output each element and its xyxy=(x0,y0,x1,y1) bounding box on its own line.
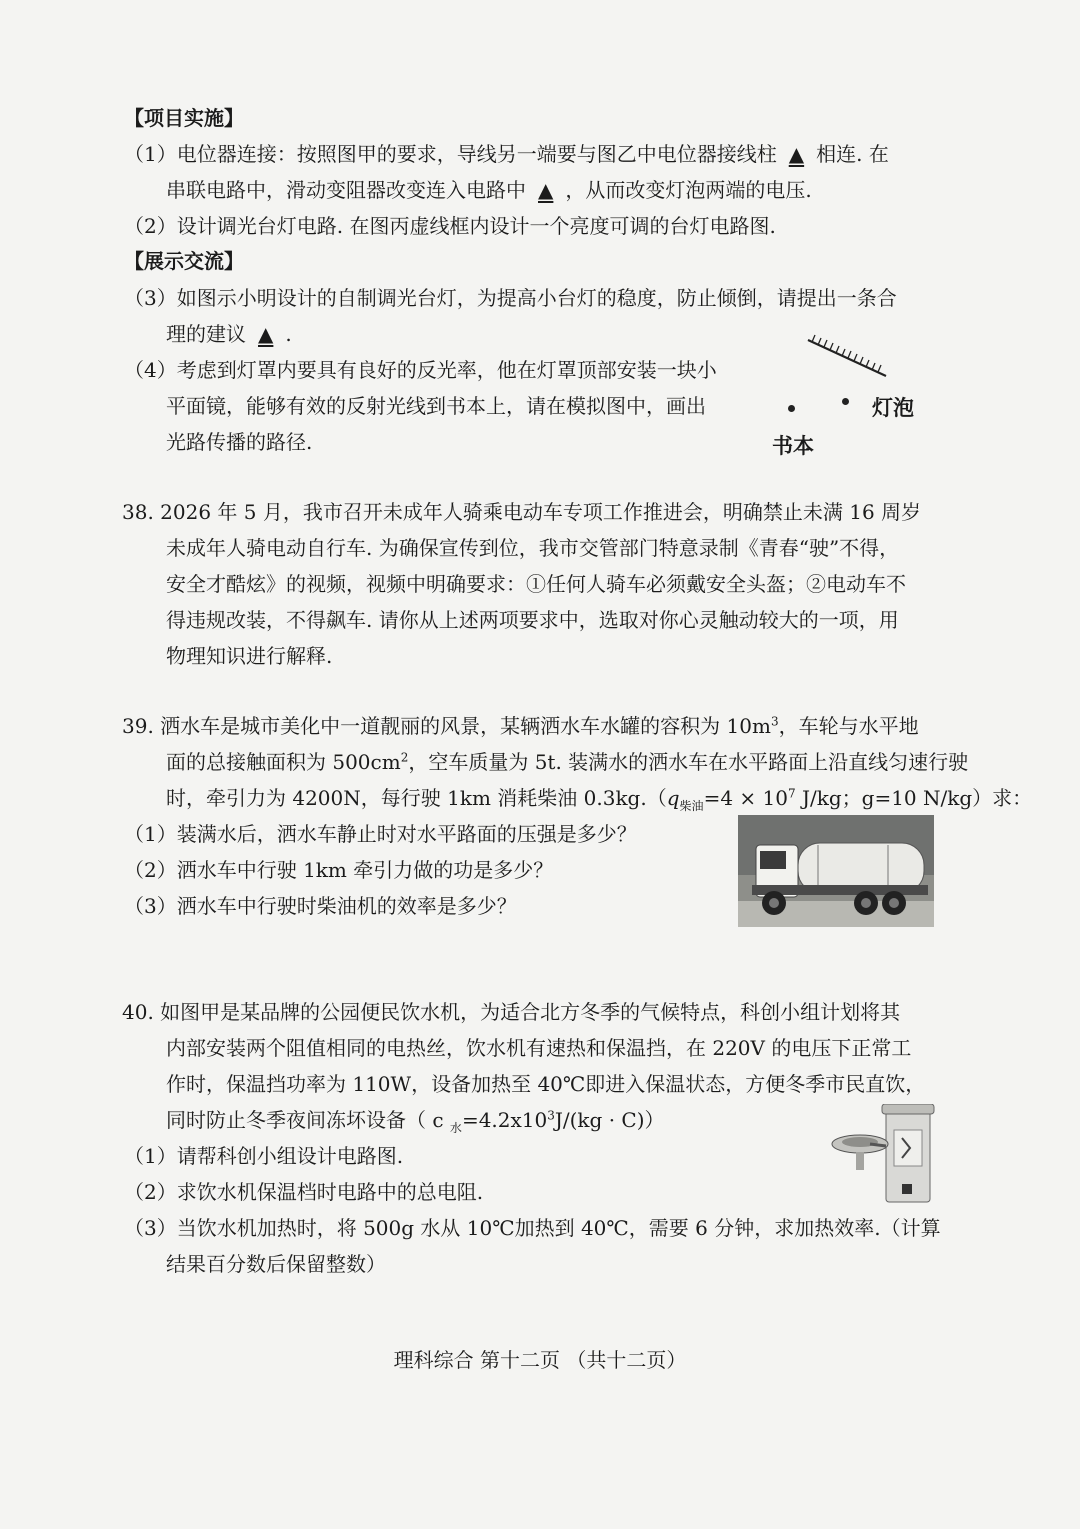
q38-line3: 安全才酷炫》的视频，视频中明确要求：①任何人骑车必须戴安全头盔；②电动车不 xyxy=(166,572,906,596)
q39-text-g: J/kg；g=10 N/kg）求： xyxy=(795,786,1033,810)
q39-line3 xyxy=(166,784,1032,812)
subscript: 柴油 xyxy=(679,799,704,813)
q-part1-text-a: （1）电位器连接：按照图甲的要求，导线另一端要与图乙中电位器接线柱 xyxy=(124,142,777,166)
q-part1-line1 xyxy=(124,140,889,168)
bulb-label: 灯泡 xyxy=(872,395,914,420)
superscript: 7 xyxy=(787,786,796,801)
plane-mirror-figure xyxy=(800,330,900,390)
subscript: 水 xyxy=(449,1121,462,1135)
q39-line1 xyxy=(122,712,919,740)
q39-text-e: 时，牵引力为 4200N，每行驶 1km 消耗柴油 0.3kg.（ xyxy=(166,786,667,810)
q40-line1: 40. 如图甲是某品牌的公园便民饮水机，为适合北方冬季的气候特点，科创小组计划将其 xyxy=(122,1000,901,1024)
q-part3-text: 理的建议 xyxy=(166,322,246,346)
q-part3-end: . xyxy=(285,322,292,346)
q38-line4: 得违规改装，不得飙车. 请你从上述两项要求中，选取对你心灵触动较大的一项，用 xyxy=(166,608,899,632)
answer-blank: ▲ xyxy=(788,142,805,166)
q38-line1: 38. 2026 年 5 月，我市召开未成年人骑乘电动车专项工作推进会，明确禁止未满 16 周岁 xyxy=(122,500,922,524)
q-part4-line2: 平面镜，能够有效的反射光线到书本上，请在模拟图中，画出 xyxy=(166,394,706,418)
q-part4-line3: 光路传播的路径. xyxy=(166,430,313,454)
bulb-point xyxy=(842,398,849,405)
q39-text-b: ，车轮与水平地 xyxy=(778,714,919,738)
q40-sub3-line1: （3）当饮水机加热时，将 500g 水从 10℃加热到 40℃，需要 6 分钟，求加热效率.（计算 xyxy=(124,1216,941,1240)
q40-text-a: 同时防止冬季夜间冻坏设备（ c xyxy=(166,1108,450,1132)
book-point xyxy=(788,405,795,412)
q40-text-b: =4.2x10 xyxy=(461,1108,548,1132)
section-title-display: 【展示交流】 xyxy=(124,249,244,273)
q38-line2: 未成年人骑电动自行车. 为确保宣传到位，我市交管部门特意录制《青春“驶”不得， xyxy=(166,536,900,560)
mirror-hatching xyxy=(812,335,881,372)
q-part1-text-c: 串联电路中，滑动变阻器改变连入电路中 xyxy=(166,178,526,202)
q39-line2 xyxy=(166,748,968,776)
page-footer: 理科综合 第十二页 （共十二页） xyxy=(393,1348,687,1372)
q40-sub1: （1）请帮科创小组设计电路图. xyxy=(124,1144,404,1168)
q39-text-f: =4 × 10 xyxy=(703,786,788,810)
q-part1-text-b: 相连. 在 xyxy=(816,142,889,166)
superscript: 3 xyxy=(770,714,779,729)
q-part3-line2 xyxy=(166,320,292,348)
sprinkler-truck-photo xyxy=(738,815,934,927)
section-title-implement: 【项目实施】 xyxy=(124,106,244,130)
q39-sub1: （1）装满水后，洒水车静止时对水平路面的压强是多少？ xyxy=(124,822,637,846)
q40-line2: 内部安装两个阻值相同的电热丝，饮水机有速热和保温挡，在 220V 的电压下正常工 xyxy=(166,1036,912,1060)
q-part2: （2）设计调光台灯电路. 在图丙虚线框内设计一个亮度可调的台灯电路图. xyxy=(124,214,776,238)
q-part4-line1: （4）考虑到灯罩内要具有良好的反光率，他在灯罩顶部安装一块小 xyxy=(124,358,717,382)
book-label: 书本 xyxy=(772,433,814,458)
q-symbol: q xyxy=(666,786,680,810)
q39-text-a: 39. 洒水车是城市美化中一道靓丽的风景，某辆洒水车水罐的容积为 10m xyxy=(122,714,771,738)
q-part3-line1: （3）如图示小明设计的自制调光台灯，为提高小台灯的稳度，防止倾倒，请提出一条合 xyxy=(124,286,897,310)
superscript: 2 xyxy=(400,750,409,765)
superscript: 3 xyxy=(547,1108,555,1123)
q38-line5: 物理知识进行解释. xyxy=(166,644,333,668)
q39-text-c: 面的总接触面积为 500cm xyxy=(166,750,401,774)
q40-text-c: J/(kg · C)） xyxy=(554,1108,665,1132)
q40-line4 xyxy=(166,1106,665,1134)
q40-line3: 作时，保温挡功率为 110W，设备加热至 40℃即进入保温状态，方便冬季市民直饮， xyxy=(166,1072,926,1096)
answer-blank: ▲ xyxy=(538,178,554,202)
truck-image xyxy=(738,815,934,927)
q39-sub3: （3）洒水车中行驶时柴油机的效率是多少？ xyxy=(124,894,517,918)
q-part1-text-d: ，从而改变灯泡两端的电压. xyxy=(565,178,812,202)
q39-sub2: （2）洒水车中行驶 1km 牵引力做的功是多少？ xyxy=(124,858,554,882)
drinking-fountain-photo xyxy=(830,1104,938,1204)
fountain-image xyxy=(830,1104,938,1204)
q40-sub2: （2）求饮水机保温档时电路中的总电阻. xyxy=(124,1180,484,1204)
q39-text-d: ，空车质量为 5t. 装满水的洒水车在水平路面上沿直线匀速行驶 xyxy=(408,750,969,774)
q40-sub3-line2: 结果百分数后保留整数） xyxy=(166,1252,386,1276)
q-part1-line2 xyxy=(166,176,812,204)
answer-blank: ▲ xyxy=(258,322,274,346)
mirror-line xyxy=(808,340,886,376)
